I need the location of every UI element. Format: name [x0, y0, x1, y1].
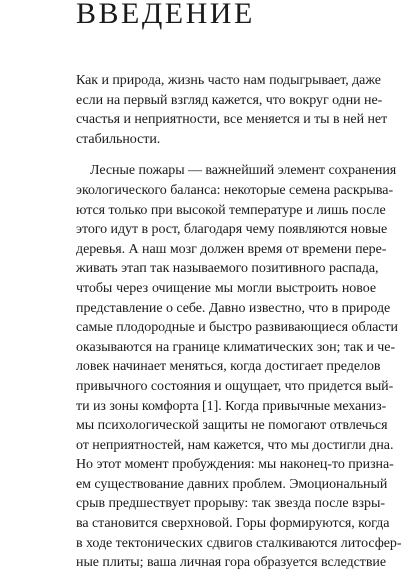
text-line: этого идут в рост, благодаря чему появляются новые — [76, 222, 388, 238]
text-line: живать этап так называемого позитивного распада, — [76, 261, 379, 277]
text-line: ти из зоны комфорта [1]. Когда привычные механиз- — [76, 398, 387, 414]
body-text — [76, 71, 402, 571]
text-line: стабильности. — [76, 131, 161, 147]
text-line: деревья. А наш мозг должен время от времени пере- — [76, 241, 387, 257]
text-line: от неприятностей, нам кажется, что мы достигли дна. — [76, 437, 394, 453]
text-line: Как и природа, жизнь часто нам подыгрывает, даже — [76, 73, 381, 88]
text-line: экологического баланса: некоторые семена раскрыва- — [76, 182, 394, 198]
text-line: если на первый взгляд кажется, что вокруг одни не- — [76, 92, 383, 108]
text-line: ные плиты; ваша личная гора образуется вследствие — [76, 555, 387, 571]
text-line: ем существование давних проблем. Эмоциональный — [76, 476, 388, 492]
text-line: ловек начинает меняться, когда достигает пределов — [76, 359, 381, 375]
text-line: представление о себе. Давно известно, что в природе — [76, 300, 391, 316]
text-line: Лесные пожары — важнейший элемент сохранения — [90, 163, 397, 179]
text-line: мы психологической защиты не помогают отвлечься — [76, 418, 388, 434]
text-line: срыв предшествует прорыву: так звезда после взры- — [76, 496, 385, 512]
text-line: Но этот момент пробуждения: мы наконец-то призна- — [76, 457, 394, 473]
text-line: самые плодородные и быстро развивающиеся области — [76, 320, 398, 336]
text-line: ва становится сверхновой. Горы формируются, когда — [76, 516, 390, 532]
text-line: чтобы через очищение мы могли выстроить новое — [76, 280, 376, 296]
text-line: счастья и неприятности, все меняется и ты в ней нет — [76, 112, 388, 128]
chapter-heading: ВВЕДЕНИЕ — [76, 0, 255, 30]
text-line: оказываются на границе климатических зон; так и че- — [76, 339, 396, 355]
text-line: ются только при высокой температуре и лишь после — [76, 202, 386, 218]
text-line: в ходе тектонических сдвигов сталкиваются литосфер- — [76, 535, 402, 551]
text-line: привычного состояния и ощущает, что придется вый- — [76, 378, 394, 394]
